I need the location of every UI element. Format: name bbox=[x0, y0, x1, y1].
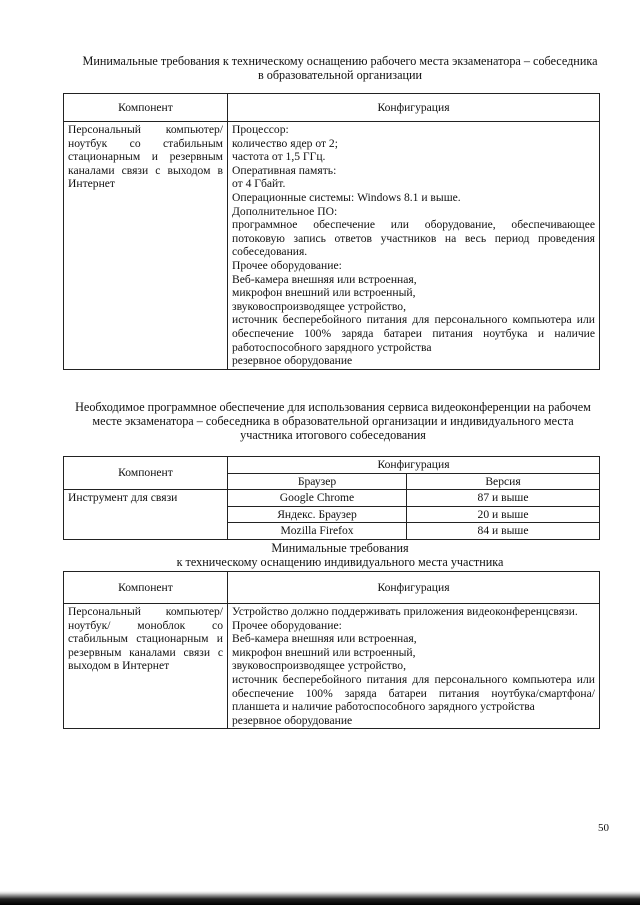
config-line: Операционные системы: Windows 8.1 и выше. bbox=[232, 190, 461, 204]
version-cell: 87 и выше bbox=[407, 490, 600, 507]
component-cell: Инструмент для связи bbox=[64, 490, 228, 540]
component-cell: Персональный компьютер/ноутбук/ моноблок со стабильным стационарным и резервным каналами связи с выходом в Интернет bbox=[64, 604, 228, 729]
browser-header: Браузер bbox=[228, 473, 407, 490]
config-line: Устройство должно поддерживать приложения видеоконференцсвязи. bbox=[232, 605, 578, 618]
config-line: резервное оборудование bbox=[232, 354, 353, 368]
software-table bbox=[63, 456, 600, 540]
configuration-cell bbox=[228, 604, 600, 729]
scan-edge bbox=[0, 869, 640, 905]
version-header: Версия bbox=[407, 473, 600, 490]
section1-title: Минимальные требования к техническому оснащению рабочего места экзаменатора – собеседника в образовательной организации bbox=[82, 54, 598, 82]
configuration-header: Конфигурация bbox=[228, 572, 600, 604]
config-line: от 4 Гбайт. bbox=[232, 177, 286, 191]
config-line: Дополнительное ПО: bbox=[232, 204, 338, 218]
config-line: источник бесперебойного питания для персонального компьютера или обеспечение 100% заряда батареи питания ноутбука и наличие работоспособного зарядного устройства bbox=[232, 313, 595, 354]
browser-cell: Mozilla Firefox bbox=[228, 523, 407, 540]
config-line: количество ядер от 2; bbox=[232, 136, 338, 150]
component-cell: Персональный компьютер/ноутбук со стабильным стационарным и резервным каналами связи с выходом в Интернет bbox=[64, 122, 228, 370]
page-number: 50 bbox=[598, 822, 609, 834]
config-line: резервное оборудование bbox=[232, 713, 353, 727]
configuration-header: Конфигурация bbox=[228, 94, 600, 122]
config-line: микрофон внешний или встроенный, bbox=[232, 286, 416, 300]
config-line: Веб-камера внешняя или встроенная, bbox=[232, 272, 417, 286]
config-line: звуковоспроизводящее устройство, bbox=[232, 659, 406, 673]
config-line: Процессор: bbox=[232, 123, 289, 136]
config-line: Веб-камера внешняя или встроенная, bbox=[232, 632, 417, 646]
version-cell: 20 и выше bbox=[407, 506, 600, 523]
section3-title bbox=[80, 541, 600, 569]
participant-requirements-table bbox=[63, 571, 600, 729]
section3-title-line: к техническому оснащению индивидуального места участника bbox=[176, 555, 504, 569]
config-line: Прочее оборудование: bbox=[232, 258, 342, 272]
config-line: программное обеспечение или оборудование, обеспечивающее потоковую запись ответов участников на весь период проведения собеседования. bbox=[232, 218, 595, 259]
component-header: Компонент bbox=[64, 94, 228, 122]
section3-title-line: Минимальные требования bbox=[271, 541, 409, 555]
component-header: Компонент bbox=[64, 457, 228, 490]
browser-cell: Яндекс. Браузер bbox=[228, 506, 407, 523]
version-cell: 84 и выше bbox=[407, 523, 600, 540]
browser-cell: Google Chrome bbox=[228, 490, 407, 507]
component-header: Компонент bbox=[64, 572, 228, 604]
config-line: частота от 1,5 ГГц. bbox=[232, 150, 326, 164]
configuration-header: Конфигурация bbox=[228, 457, 600, 474]
config-line: Прочее оборудование: bbox=[232, 618, 342, 632]
workstation-requirements-table bbox=[63, 93, 600, 370]
configuration-cell bbox=[228, 122, 600, 370]
config-line: микрофон внешний или встроенный, bbox=[232, 645, 416, 659]
section2-title: Необходимое программное обеспечение для использования сервиса видеоконференции на рабочем месте экзаменатора – собеседника в образовательной организации и индивидуального места участника итогового собеседования bbox=[75, 400, 591, 442]
config-line: звуковоспроизводящее устройство, bbox=[232, 299, 406, 313]
config-line: источник бесперебойного питания для персонального компьютера или обеспечение 100% заряда батареи питания ноутбука/смартфона/планшета и наличие работоспособного зарядного устройства bbox=[232, 672, 595, 714]
config-line: Оперативная память: bbox=[232, 163, 337, 177]
